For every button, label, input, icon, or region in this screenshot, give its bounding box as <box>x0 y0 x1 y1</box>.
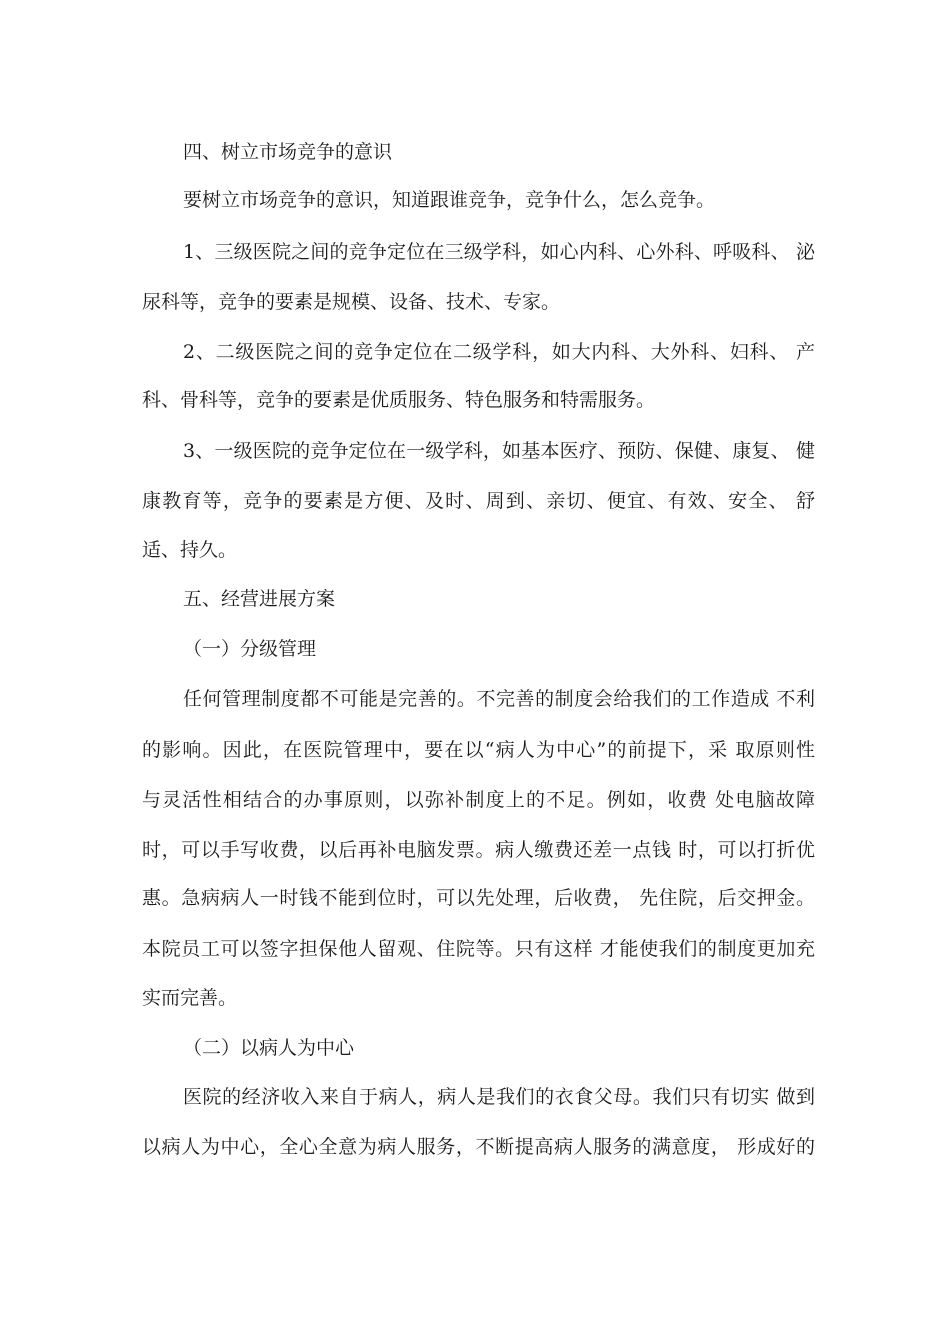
paragraph-line: 实而完善。 <box>142 987 238 1009</box>
subheading-1: （一）分级管理 <box>183 638 317 660</box>
paragraph-line: 以病人为中心，全心全意为病人服务，不断提高病人服务的满意度， 形成好的 <box>142 1136 815 1158</box>
paragraph-line: 要树立市场竞争的意识，知道跟谁竞争，竞争什么，怎么竞争。 <box>183 189 716 211</box>
paragraph-line: 尿科等，竞争的要素是规模、设备、技术、专家。 <box>142 291 561 313</box>
paragraph-line: 本院员工可以签字担保他人留观、住院等。只有这样 才能使我们的制度更加充 <box>142 938 815 960</box>
section-heading-5: 五、经营进展方案 <box>183 588 336 610</box>
paragraph-line: 的影响。因此，在医院管理中，要在以“病人为中心”的前提下，采 取原则性 <box>142 739 815 761</box>
paragraph-line: 时，可以手写收费，以后再补电脑发票。病人缴费还差一点钱 时，可以打折优 <box>142 839 815 861</box>
paragraph-line: 科、骨科等，竞争的要素是优质服务、特色服务和特需服务。 <box>142 389 656 411</box>
section-heading-4: 四、树立市场竞争的意识 <box>183 141 393 163</box>
paragraph-line: 惠。急病病人一时钱不能到位时，可以先处理，后收费， 先住院，后交押金。 <box>142 887 815 909</box>
paragraph-line: 3、一级医院的竞争定位在一级学科，如基本医疗、预防、保健、康复、 健 <box>183 440 815 462</box>
paragraph-line: 任何管理制度都不可能是完善的。不完善的制度会给我们的工作造成 不利 <box>183 688 815 710</box>
paragraph-line: 医院的经济收入来自于病人，病人是我们的衣食父母。我们只有切实 做到 <box>183 1086 815 1108</box>
paragraph-line: 1、三级医院之间的竞争定位在三级学科，如心内科、心外科、呼吸科、 泌 <box>183 241 815 263</box>
paragraph-line: 适、持久。 <box>142 539 238 561</box>
paragraph-line: 与灵活性相结合的办事原则，以弥补制度上的不足。例如，收费 处电脑故障 <box>142 789 815 811</box>
paragraph-line: 康教育等，竞争的要素是方便、及时、周到、亲切、便宜、有效、安全、 舒 <box>142 490 815 512</box>
subheading-2: （二）以病人为中心 <box>183 1037 355 1059</box>
paragraph-line: 2、二级医院之间的竞争定位在二级学科，如大内科、大外科、妇科、 产 <box>183 341 815 363</box>
